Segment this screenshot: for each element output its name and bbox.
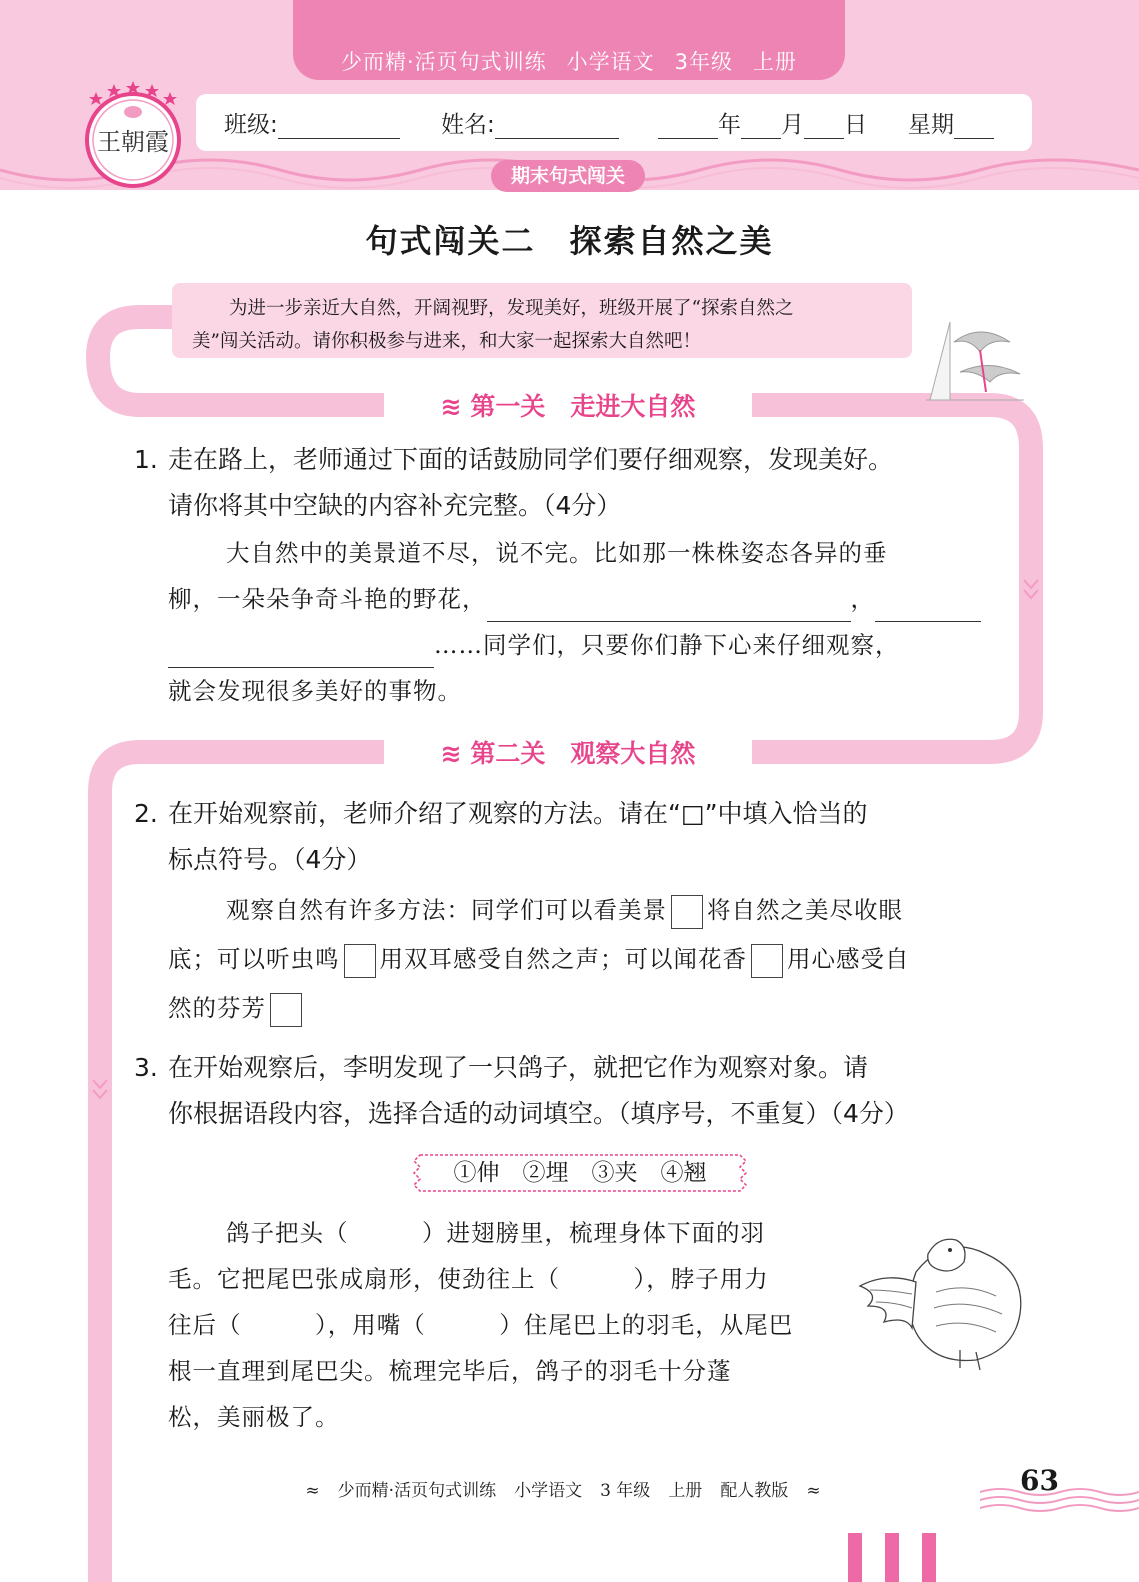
q1-passage: 大自然中的美景道不尽，说不完。比如那一株株姿态各异的垂 柳，一朵朵争奇斗艳的野花， ， ……同学们，只要你们静下心来仔细观察， 就会发现很多美好的事物。 xyxy=(168,530,981,714)
intro-text: 为进一步亲近大自然，开阔视野，发现美好，班级开展了“探索自然之 美”闯关活动。请你积极参与进来，和大家一起探索大自然吧！ xyxy=(192,298,794,352)
question-1: 1. 走在路上，老师通过下面的话鼓励同学们要仔细观察，发现美好。 请你将其中空缺的内容补充完整。（4分） xyxy=(168,437,893,529)
verb-options: ①伸 ②埋 ③夹 ④翘 xyxy=(453,1160,707,1186)
svg-text:王朝霞: 王朝霞 xyxy=(97,128,169,156)
day-label: 日 xyxy=(844,112,867,138)
class-label: 班级: xyxy=(224,112,278,138)
question-number: 1. xyxy=(134,445,158,474)
month-label: 月 xyxy=(781,112,804,138)
page-tab-bar xyxy=(885,1533,899,1582)
wave-icon: ≋ xyxy=(440,392,462,421)
page-number: 63 xyxy=(1020,1464,1059,1497)
question-number: 2. xyxy=(134,799,158,828)
question-3: 3. 在开始观察后，李明发现了一只鸽子，就把它作为观察对象。请 你根据语段内容，选择合适的动词填空。（填序号，不重复）（4分） xyxy=(168,1045,909,1137)
q3-passage: 鸽子把头（ ）进翅膀里，梳理身体下面的羽 毛。它把尾巴张成扇形，使劲往上（ ），脖子用力 往后（ ），用嘴（ ）住尾巴上的羽毛，从尾巴 根一直理到尾巴尖。梳理完毕后，鸽子的羽毛十分蓬 松，美丽极了。 xyxy=(168,1219,794,1431)
q2-punct-box-3[interactable] xyxy=(751,944,783,978)
stage2-heading: ≋ 第二关 观察大自然 xyxy=(384,734,752,774)
wave-icon: ≈ xyxy=(305,1481,320,1501)
q2-punct-box-4[interactable] xyxy=(270,993,302,1027)
sailboat-illustration xyxy=(920,312,1030,404)
q2-passage: 观察自然有许多方法：同学们可以看美景 将自然之美尽收眼 底；可以听虫鸣 用双耳感受自然之声；可以闻花香 用心感受自 然的芬芳 xyxy=(168,886,910,1033)
page-tab-bar xyxy=(848,1533,862,1582)
week-label: 星期 xyxy=(908,112,954,138)
q2-punct-box-1[interactable] xyxy=(671,895,703,929)
page-tab-bar xyxy=(922,1533,936,1582)
wave-icon: ≋ xyxy=(440,739,462,768)
year-label: 年 xyxy=(718,112,741,138)
q1-blank-2[interactable] xyxy=(875,599,981,622)
page-title: 句式闯关二 探索自然之美 xyxy=(365,222,774,260)
section-tab: 期末句式闯关 xyxy=(491,160,645,192)
pigeon-illustration xyxy=(856,1232,1028,1374)
footer-waves xyxy=(980,1486,1139,1512)
question-2: 2. 在开始观察前，老师介绍了观察的方法。请在“□”中填入恰当的 标点符号。（4分） xyxy=(168,791,868,883)
q1-blank-3[interactable] xyxy=(168,645,434,668)
series-title: 少而精·活页句式训练 小学语文 3年级 上册 xyxy=(340,50,798,74)
q1-blank-1[interactable] xyxy=(487,599,851,622)
footer-info: ≈ 少而精·活页句式训练 小学语文 3 年级 上册 配人教版 ≈ xyxy=(305,1481,821,1501)
name-label: 姓名: xyxy=(441,112,495,138)
q2-punct-box-2[interactable] xyxy=(344,944,376,978)
question-number: 3. xyxy=(134,1053,158,1082)
stage1-heading: ≋ 第一关 走进大自然 xyxy=(384,387,752,427)
wave-icon: ≈ xyxy=(806,1481,821,1501)
